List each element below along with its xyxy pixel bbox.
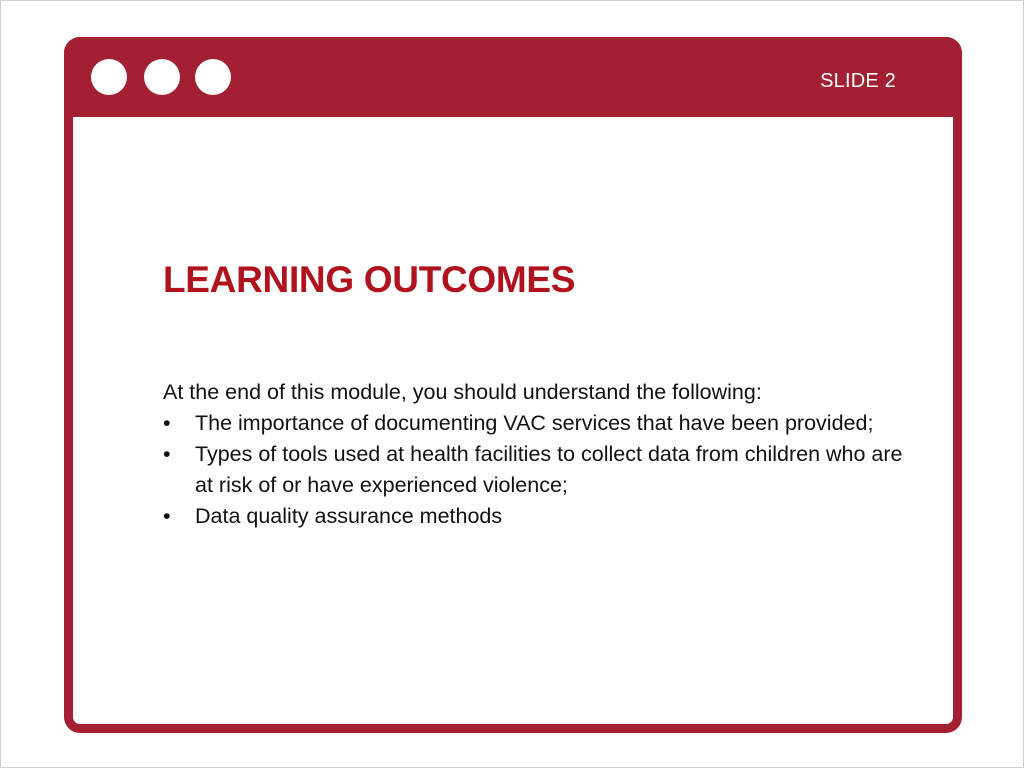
list-item	[163, 501, 903, 532]
intro-text: At the end of this module, you should understand the following:	[163, 380, 762, 404]
bullet-icon: •	[163, 504, 171, 528]
list-item	[163, 408, 903, 439]
window-dot-icon	[195, 59, 231, 95]
list-item-text: Data quality assurance methods	[195, 504, 503, 528]
slide-body	[163, 377, 903, 532]
window-titlebar	[64, 37, 962, 117]
slide-title: LEARNING OUTCOMES	[163, 259, 576, 300]
window-dot-icon	[91, 59, 127, 95]
window-dot-icon	[144, 59, 180, 95]
slide-number-label: SLIDE 2	[820, 70, 896, 92]
list-item-text: The importance of documenting VAC services that have been provided;	[195, 411, 874, 435]
list-item-text: Types of tools used at health facilities to collect data from children who are at risk of or have experienced violence;	[195, 442, 903, 497]
bullet-icon: •	[163, 411, 171, 435]
list-item	[163, 439, 903, 501]
outcomes-list	[163, 408, 903, 532]
bullet-icon: •	[163, 442, 171, 466]
